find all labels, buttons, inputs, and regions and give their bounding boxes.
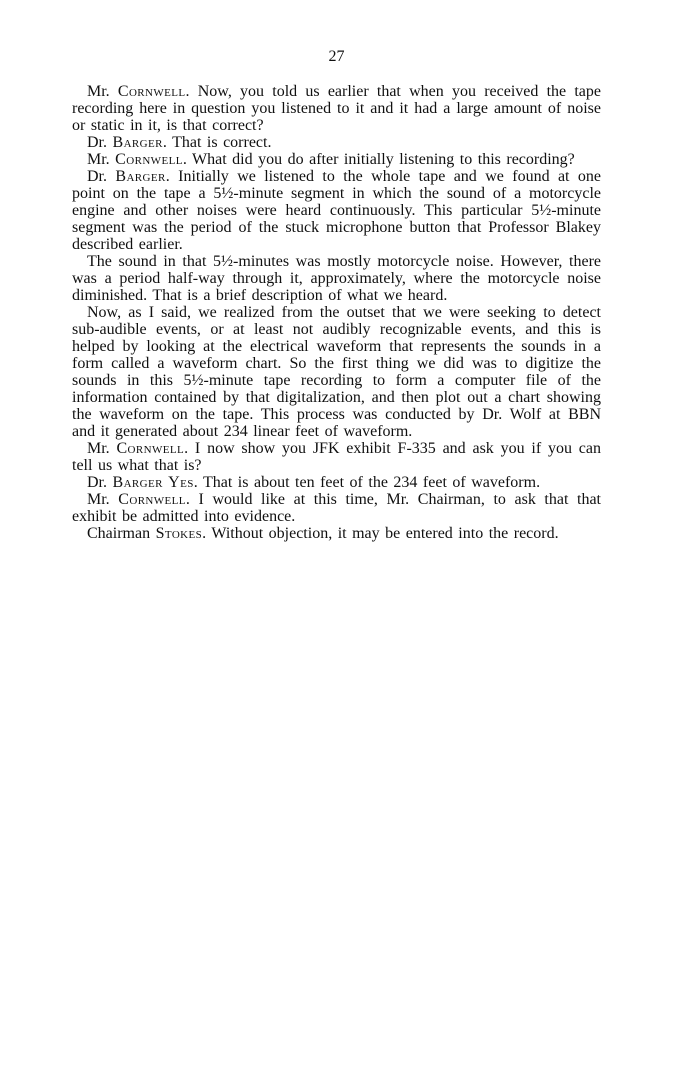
text-run: . That is about ten feet of the 234 feet of waveform. xyxy=(193,474,541,491)
text-run: Mr. xyxy=(87,440,117,457)
text-run: Now, as I said, we realized from the outset that we were seeking to detect sub-audible events, or at least not audibly recognizable events, and this is helped by looking at the electrical waveform that represents the sounds in a form called a waveform chart. So the first thing we did was to digitize the sounds in this 5½-minute tape recording to form a computer file of the information contained by that digitalization, and then plot out a chart showing the waveform on the tape. This process was conducted by Dr. Wolf at BBN and it generated about 234 linear feet of waveform. xyxy=(72,304,601,440)
paragraph xyxy=(72,83,601,134)
paragraph xyxy=(72,304,601,440)
page-number: 27 xyxy=(328,48,345,65)
text-run: Chairman xyxy=(87,525,156,542)
speaker-name: Cornwell xyxy=(115,151,183,168)
text-run: The sound in that 5½-minutes was mostly motorcycle noise. However, there was a period half-way through it, approximately, where the motorcycle noise diminished. That is a brief description of what we heard. xyxy=(72,253,601,304)
text-run: Dr. xyxy=(87,474,113,491)
paragraph xyxy=(72,253,601,304)
text-run: . What did you do after initially listening to this recording? xyxy=(182,151,575,168)
text-run: . That is correct. xyxy=(162,134,272,151)
text-run: . Initially we listened to the whole tape and we found at one point on the tape a 5½-minute segment in which the sound of a motorcycle engine and other noises were heard continuously. This particular 5½-minute segment was the period of the stuck microphone button that Professor Blakey described earlier. xyxy=(72,168,601,253)
paragraph xyxy=(72,525,601,542)
text-run: Dr. xyxy=(87,134,113,151)
speaker-name: Barger Yes xyxy=(112,474,194,491)
paragraph xyxy=(72,134,601,151)
speaker-name: Cornwell xyxy=(116,440,185,457)
transcript-body xyxy=(72,83,601,542)
text-run: Dr. xyxy=(87,168,116,185)
paragraph xyxy=(72,491,601,525)
text-run: Mr. xyxy=(87,491,119,508)
paragraph xyxy=(72,151,601,168)
paragraph xyxy=(72,440,601,474)
speaker-name: Barger xyxy=(112,134,163,151)
paragraph xyxy=(72,474,601,491)
text-run: Mr. xyxy=(87,83,118,100)
text-run: . I now show you JFK exhibit F-335 and ask you if you can tell us what that is? xyxy=(72,440,601,474)
text-run: . I would like at this time, Mr. Chairman, to ask that that exhibit be admitted into evidence. xyxy=(72,491,602,525)
text-run: . Without objection, it may be entered into the record. xyxy=(202,525,559,542)
speaker-name: Cornwell xyxy=(118,491,186,508)
text-run: . Now, you told us earlier that when you received the tape recording here in question you listened to it and it had a large amount of noise or static in it, is that correct? xyxy=(72,83,601,134)
speaker-name: Stokes xyxy=(155,525,203,542)
speaker-name: Cornwell xyxy=(117,83,186,100)
speaker-name: Barger xyxy=(115,168,166,185)
text-run: Mr. xyxy=(87,151,116,168)
paragraph xyxy=(72,168,601,253)
